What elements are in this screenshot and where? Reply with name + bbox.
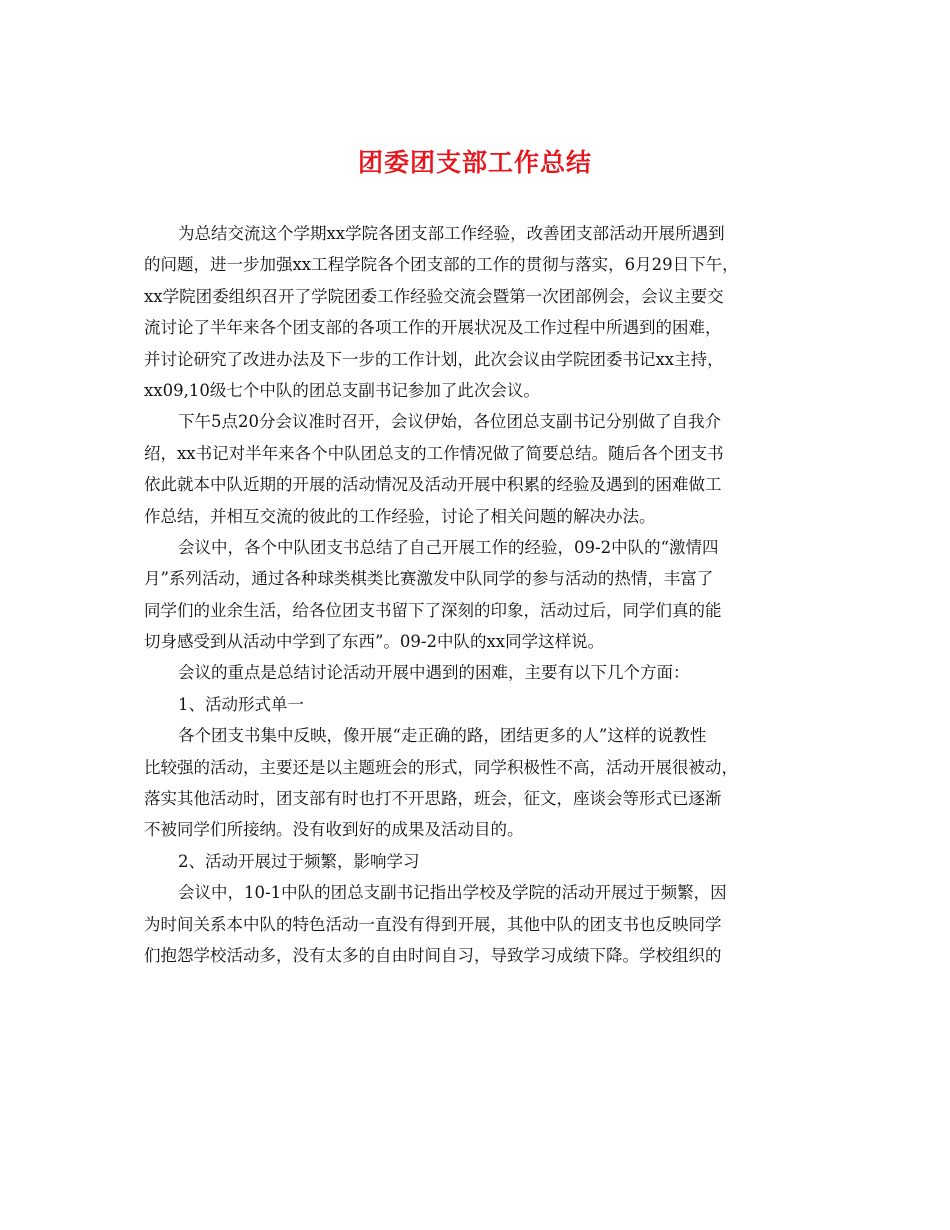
- document-body: [144, 218, 816, 971]
- text-line: 们抱怨学校活动多，没有太多的自由时间自习，导致学习成绩下降。学校组织的: [144, 945, 722, 965]
- text-line: 1、活动形式单一: [178, 694, 304, 714]
- text-line: 2、活动开展过于频繁，影响学习: [178, 851, 420, 871]
- text-line: 的问题，进一步加强xx工程学院各个团支部的工作的贯彻与落实，6月29日下午，: [144, 255, 739, 275]
- text-line: xx学院团委组织召开了学院团委工作经验交流会暨第一次团部例会，会议主要交: [144, 286, 724, 306]
- text-line: 绍，xx书记对半年来各个中队团总支的工作情况做了简要总结。随后各个团支书: [144, 443, 724, 463]
- text-line: 会议中，各个中队团支书总结了自己开展工作的经验，09-2中队的“激情四: [178, 537, 719, 557]
- text-line: 比较强的活动，主要还是以主题班会的形式，同学积极性不高，活动开展很被动，: [144, 757, 738, 777]
- document-title: 团委团支部工作总结: [357, 148, 592, 177]
- text-line: 作总结，并相互交流的彼此的工作经验，讨论了相关问题的解决办法。: [144, 506, 656, 526]
- text-line: 会议的重点是总结讨论活动开展中遇到的困难，主要有以下几个方面：: [178, 663, 690, 683]
- text-line: 会议中，10-1中队的团总支副书记指出学校及学院的活动开展过于频繁，因: [178, 883, 727, 903]
- text-line: xx09,10级七个中队的团总支副书记参加了此次会议。: [144, 380, 540, 400]
- text-line: 各个团支书集中反映，像开展“走正确的路，团结更多的人”这样的说教性: [178, 726, 707, 746]
- text-line: 不被同学们所接纳。没有收到好的成果及活动目的。: [144, 820, 524, 840]
- text-line: 并讨论研究了改进办法及下一步的工作计划，此次会议由学院团委书记xx主持，: [144, 349, 724, 369]
- text-line: 下午5点20分会议准时召开，会议伊始，各位团总支副书记分别做了自我介: [178, 412, 721, 432]
- text-line: 流讨论了半年来各个团支部的各项工作的开展状况及工作过程中所遇到的困难，: [144, 318, 722, 338]
- text-line: 同学们的业余生活，给各位团支书留下了深刻的印象，活动过后，同学们真的能: [144, 600, 722, 620]
- text-line: 依此就本中队近期的开展的活动情况及活动开展中积累的经验及遇到的困难做工: [144, 475, 722, 495]
- text-line: 为总结交流这个学期xx学院各团支部工作经验，改善团支部活动开展所遇到: [178, 224, 725, 243]
- text-line: 落实其他活动时，团支部有时也打不开思路，班会，征文，座谈会等形式已逐渐: [144, 789, 722, 809]
- text-line: 切身感受到从活动中学到了东西”。09-2中队的xx同学这样说。: [144, 632, 605, 652]
- text-line: 为时间关系本中队的特色活动一直没有得到开展，其他中队的团支书也反映同学: [144, 914, 722, 934]
- text-line: 月”系列活动，通过各种球类棋类比赛激发中队同学的参与活动的热情，丰富了: [144, 569, 714, 589]
